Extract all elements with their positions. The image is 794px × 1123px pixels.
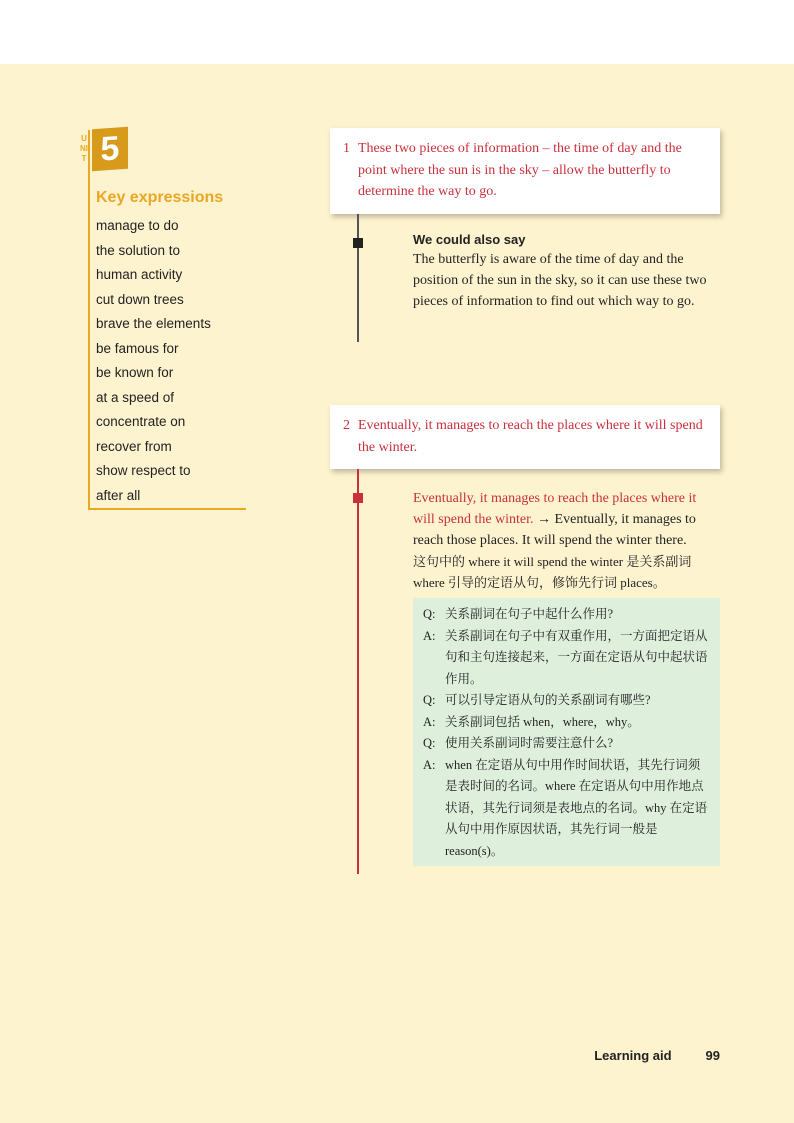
- note-number: 2: [343, 418, 350, 433]
- timeline-line: [357, 469, 359, 874]
- footer-label: Learning aid: [594, 1048, 672, 1063]
- page-footer: [594, 1048, 720, 1063]
- list-item: after all: [96, 487, 141, 503]
- key-expressions-rule: [88, 508, 246, 510]
- list-item: at a speed of: [96, 389, 175, 405]
- qa-item: [423, 733, 710, 755]
- qa-item: [423, 690, 710, 712]
- list-item: human activity: [96, 267, 183, 282]
- qa-item: [423, 755, 710, 863]
- qa-text: 关系副词在句子中有双重作用，一方面把定语从句和主句连接起来，一方面在定语从句中起状语作用。: [445, 628, 708, 686]
- unit-number: 5: [92, 127, 128, 172]
- highlighted-sentence: Eventually, it manages to reach the places where it will spend the winter.: [413, 491, 697, 527]
- key-expressions-title: Key expressions: [96, 189, 224, 206]
- qa-key: Q:: [423, 693, 436, 707]
- note-number: 1: [343, 141, 350, 156]
- list-item: cut down trees: [96, 291, 184, 307]
- unit-rule: [88, 130, 90, 510]
- marker-square: [353, 238, 363, 248]
- qa-box: [413, 598, 720, 866]
- unit-label: UNIT: [80, 134, 88, 163]
- qa-key: Q:: [423, 736, 436, 750]
- page-number: 99: [705, 1048, 720, 1063]
- list-item: show respect to: [96, 463, 191, 478]
- qa-item: [423, 604, 710, 626]
- list-item: concentrate on: [96, 414, 186, 429]
- list-item: manage to do: [96, 218, 179, 233]
- note-2-body: [413, 488, 713, 593]
- list-item: be known for: [96, 365, 174, 380]
- note-heading: We could also say: [413, 232, 526, 247]
- arrow-icon: →: [537, 512, 552, 527]
- qa-text: 关系副词在句子中起什么作用?: [445, 607, 614, 621]
- qa-text: 关系副词包括 when，where，why。: [445, 714, 640, 729]
- key-expressions-list: [96, 214, 211, 508]
- qa-text: 可以引导定语从句的关系副词有哪些?: [445, 693, 651, 707]
- note-sentence: These two pieces of information – the time of day and the point where the sun is in the sky – allow the butterfly to determine the way to go.: [358, 141, 682, 199]
- note-2-sentence-card: [330, 405, 720, 469]
- note-1-sentence-card: [330, 128, 720, 214]
- qa-key: Q:: [423, 607, 436, 621]
- rewrite-text: Eventually, it manages to reach those places. It will spend the winter there.: [413, 512, 696, 548]
- marker-square: [353, 493, 363, 503]
- qa-text: 使用关系副词时需要注意什么?: [445, 736, 614, 750]
- list-item: the solution to: [96, 242, 181, 258]
- qa-text: when 在定语从句中用作时间状语，其先行词须是表时间的名词。where 在定语从句中用作地点状语，其先行词须是表地点的名词。why 在定语从句中用作原因状语，其先行词一般是 reason(s)。: [445, 757, 708, 858]
- explanation-text: 这句中的 where it will spend the winter 是关系副词 where 引导的定语从句，修饰先行词 places。: [413, 554, 692, 590]
- list-item: be famous for: [96, 340, 179, 356]
- list-item: brave the elements: [96, 316, 211, 331]
- timeline-line: [357, 214, 359, 342]
- note-1-body: [413, 232, 713, 312]
- list-item: recover from: [96, 438, 172, 454]
- qa-item: [423, 712, 710, 734]
- qa-key: A:: [423, 714, 436, 729]
- note-sentence: Eventually, it manages to reach the places where it will spend the winter.: [358, 418, 703, 455]
- note-text: The butterfly is aware of the time of day and the position of the sun in the sky, so it can use these two pieces of information to find out which way to go.: [413, 252, 707, 309]
- qa-key: A:: [423, 757, 436, 772]
- qa-item: [423, 626, 710, 691]
- qa-key: A:: [423, 628, 436, 643]
